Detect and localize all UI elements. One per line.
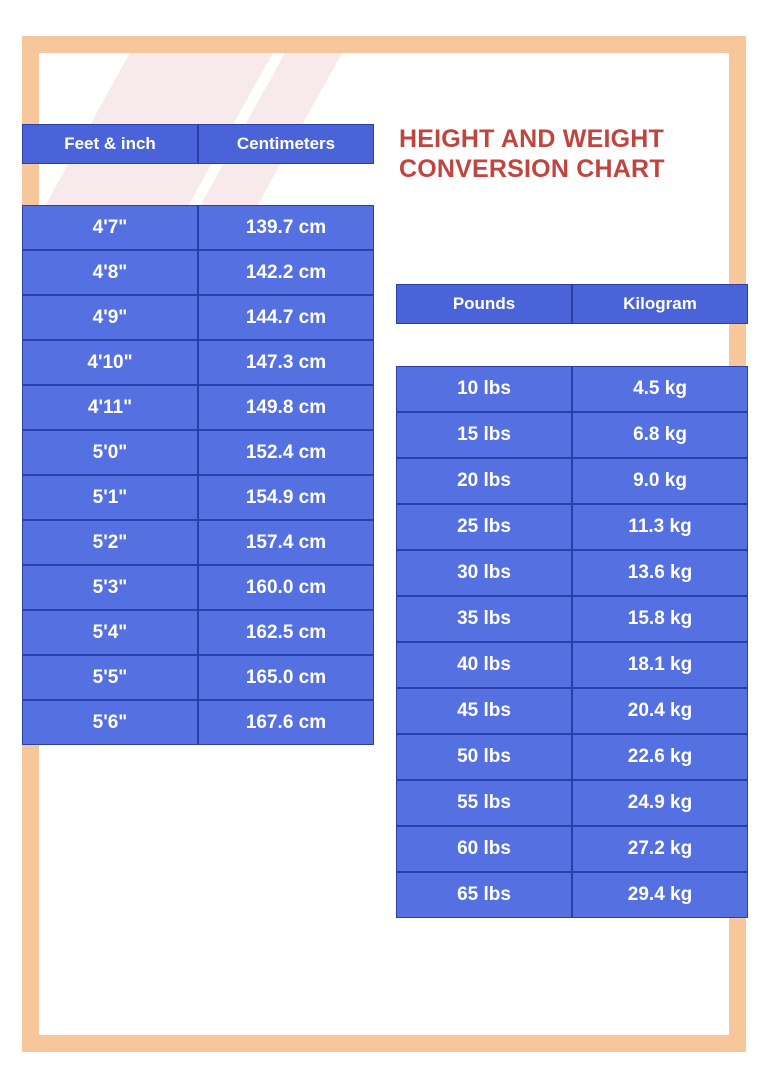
height-header-row [22, 124, 374, 164]
table-row [396, 596, 748, 642]
height-cell: 139.7 cm [198, 205, 374, 250]
weight-cell: 20.4 kg [572, 688, 748, 734]
weight-cell: 20 lbs [396, 458, 572, 504]
table-row [396, 504, 748, 550]
table-row [22, 655, 374, 700]
table-row [396, 412, 748, 458]
page-title: HEIGHT AND WEIGHT CONVERSION CHART [399, 125, 665, 183]
height-cell: 165.0 cm [198, 655, 374, 700]
weight-cell: 35 lbs [396, 596, 572, 642]
height-cell: 152.4 cm [198, 430, 374, 475]
table-row [396, 780, 748, 826]
table-row [22, 430, 374, 475]
height-header-gap [22, 164, 374, 205]
table-row [396, 642, 748, 688]
table-row [396, 688, 748, 734]
weight-cell: 40 lbs [396, 642, 572, 688]
height-cell: 160.0 cm [198, 565, 374, 610]
table-row [396, 734, 748, 780]
table-row [22, 700, 374, 745]
table-row [22, 250, 374, 295]
weight-cell: 15.8 kg [572, 596, 748, 642]
height-cell: 5'1" [22, 475, 198, 520]
height-cell: 4'8" [22, 250, 198, 295]
table-row [22, 295, 374, 340]
height-conversion-table [22, 124, 374, 745]
spacer-cell [396, 324, 572, 366]
table-row [22, 385, 374, 430]
table-row [396, 366, 748, 412]
weight-header-gap [396, 324, 748, 366]
height-cell: 154.9 cm [198, 475, 374, 520]
spacer-cell [22, 164, 198, 205]
weight-cell: 13.6 kg [572, 550, 748, 596]
weight-cell: 11.3 kg [572, 504, 748, 550]
weight-cell: 9.0 kg [572, 458, 748, 504]
weight-cell: 50 lbs [396, 734, 572, 780]
height-cell: 142.2 cm [198, 250, 374, 295]
weight-cell: 30 lbs [396, 550, 572, 596]
weight-header-cell: Pounds [396, 284, 572, 324]
spacer-cell [572, 324, 748, 366]
weight-cell: 25 lbs [396, 504, 572, 550]
weight-header-row [396, 284, 748, 324]
weight-cell: 60 lbs [396, 826, 572, 872]
weight-cell: 27.2 kg [572, 826, 748, 872]
weight-cell: 24.9 kg [572, 780, 748, 826]
height-cell: 5'4" [22, 610, 198, 655]
weight-cell: 65 lbs [396, 872, 572, 918]
height-cell: 4'9" [22, 295, 198, 340]
table-row [396, 826, 748, 872]
height-cell: 149.8 cm [198, 385, 374, 430]
height-header-cell: Centimeters [198, 124, 374, 164]
height-cell: 5'3" [22, 565, 198, 610]
height-cell: 4'10" [22, 340, 198, 385]
weight-cell: 45 lbs [396, 688, 572, 734]
height-header-cell: Feet & inch [22, 124, 198, 164]
height-cell: 5'5" [22, 655, 198, 700]
spacer-cell [198, 164, 374, 205]
weight-cell: 6.8 kg [572, 412, 748, 458]
table-row [396, 458, 748, 504]
weight-header-cell: Kilogram [572, 284, 748, 324]
weight-conversion-table [396, 284, 748, 918]
weight-cell: 18.1 kg [572, 642, 748, 688]
table-row [22, 205, 374, 250]
height-cell: 162.5 cm [198, 610, 374, 655]
height-cell: 5'0" [22, 430, 198, 475]
table-row [22, 340, 374, 385]
height-table-body [22, 124, 374, 745]
height-cell: 4'7" [22, 205, 198, 250]
table-row [22, 475, 374, 520]
height-cell: 157.4 cm [198, 520, 374, 565]
table-row [396, 550, 748, 596]
weight-cell: 10 lbs [396, 366, 572, 412]
weight-cell: 22.6 kg [572, 734, 748, 780]
table-row [396, 872, 748, 918]
height-cell: 144.7 cm [198, 295, 374, 340]
height-cell: 5'2" [22, 520, 198, 565]
height-cell: 4'11" [22, 385, 198, 430]
weight-cell: 4.5 kg [572, 366, 748, 412]
weight-table-body [396, 284, 748, 918]
weight-cell: 15 lbs [396, 412, 572, 458]
weight-cell: 55 lbs [396, 780, 572, 826]
table-row [22, 565, 374, 610]
table-row [22, 520, 374, 565]
weight-cell: 29.4 kg [572, 872, 748, 918]
table-row [22, 610, 374, 655]
height-cell: 5'6" [22, 700, 198, 745]
height-cell: 147.3 cm [198, 340, 374, 385]
height-cell: 167.6 cm [198, 700, 374, 745]
